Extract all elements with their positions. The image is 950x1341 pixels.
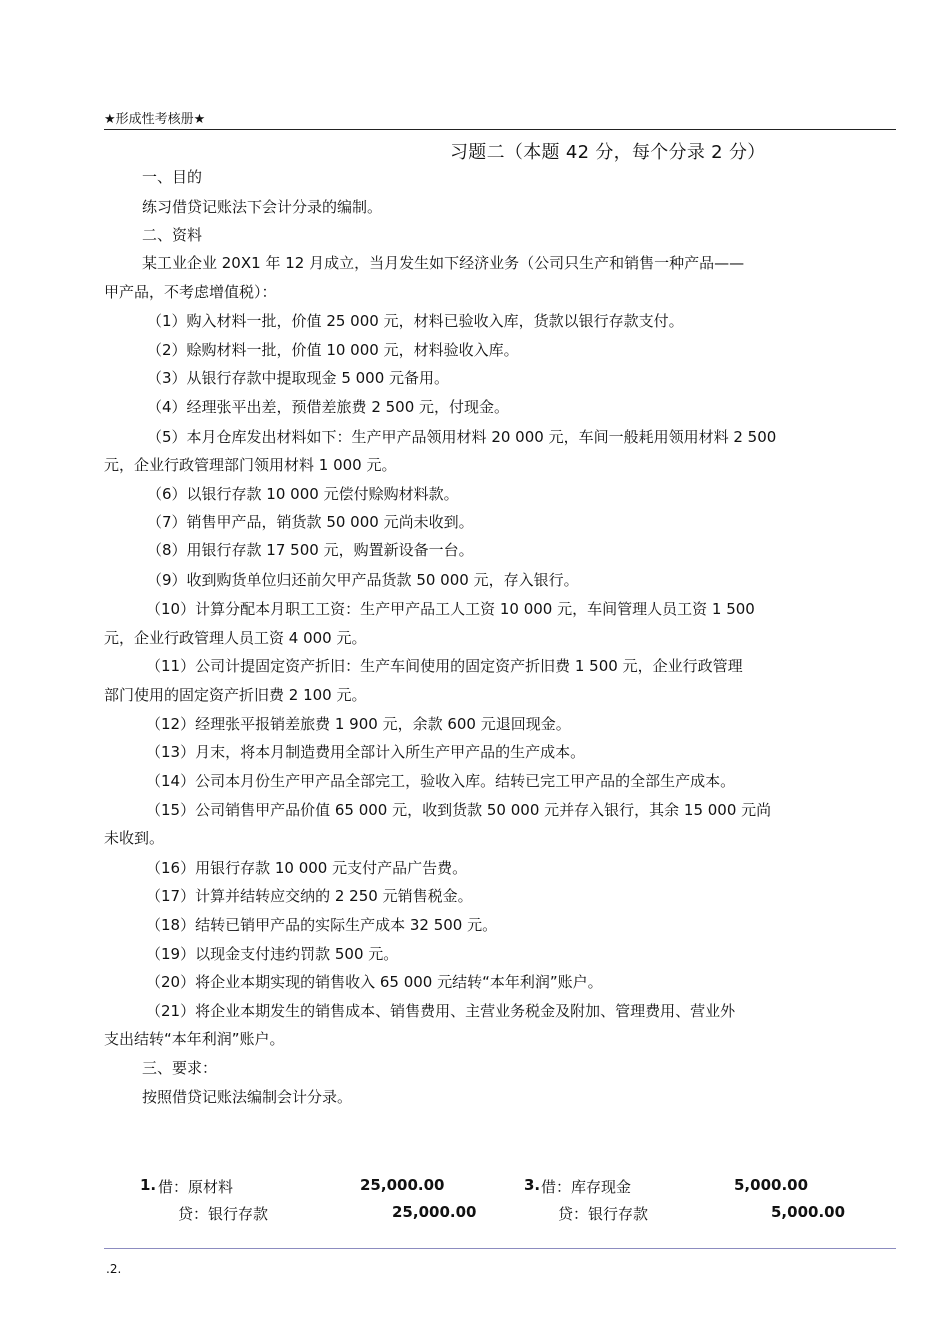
item-12: （12）经理张平报销差旅费 1 900 元，余款 600 元退回现金。 xyxy=(146,715,571,733)
item-17: （17）计算并结转应交纳的 2 250 元销售税金。 xyxy=(146,887,473,905)
purpose-text: 练习借贷记账法下会计分录的编制。 xyxy=(142,198,383,216)
item-2: （2）赊购材料一批，价值 10 000 元，材料验收入库。 xyxy=(147,341,519,359)
entry-1-number: 1. xyxy=(140,1176,157,1194)
item-13: （13）月末，将本月制造费用全部计入所生产甲产品的生产成本。 xyxy=(146,743,586,761)
item-15-line-1: （15）公司销售甲产品价值 65 000 元，收到货款 50 000 元并存入银行，其余 15 000 元尚 xyxy=(146,801,772,819)
item-11-line-1: （11）公司计提固定资产折旧：生产车间使用的固定资产折旧费 1 500 元，企业行政管理 xyxy=(146,657,743,675)
item-5-line-1: （5）本月仓库发出材料如下：生产甲产品领用材料 20 000 元，车间一般耗用领用材料 2 500 xyxy=(147,428,777,446)
item-6: （6）以银行存款 10 000 元偿付赊购材料款。 xyxy=(147,485,459,503)
entry-3-debit-amount: 5,000.00 xyxy=(734,1176,809,1194)
item-5-line-2: 元，企业行政管理部门领用材料 1 000 元。 xyxy=(104,456,397,474)
intro-line-2: 甲产品，不考虑增值税）： xyxy=(104,283,277,301)
item-16: （16）用银行存款 10 000 元支付产品广告费。 xyxy=(146,859,468,877)
entry-3-debit-label: 借：库存现金 xyxy=(541,1178,632,1196)
exercise-title: 习题二（本题 42 分，每个分录 2 分） xyxy=(450,142,766,163)
item-10-line-2: 元，企业行政管理人员工资 4 000 元。 xyxy=(104,629,367,647)
entry-1-credit-amount: 25,000.00 xyxy=(392,1203,477,1221)
item-21-line-2: 支出结转“本年利润”账户。 xyxy=(104,1030,285,1048)
intro-line-1: 某工业企业 20X1 年 12 月成立，当月发生如下经济业务（公司只生产和销售一种产品—— xyxy=(142,254,745,272)
header-title: ★形成性考核册★ xyxy=(104,112,206,127)
item-11-line-2: 部门使用的固定资产折旧费 2 100 元。 xyxy=(104,686,367,704)
item-9: （9）收到购货单位归还前欠甲产品货款 50 000 元，存入银行。 xyxy=(147,571,579,589)
entry-3-credit-amount: 5,000.00 xyxy=(771,1203,846,1221)
item-8: （8）用银行存款 17 500 元，购置新设备一台。 xyxy=(147,541,474,559)
item-4: （4）经理张平出差，预借差旅费 2 500 元，付现金。 xyxy=(147,398,510,416)
item-20: （20）将企业本期实现的销售收入 65 000 元结转“本年利润”账户。 xyxy=(146,973,603,991)
material-heading: 二、资料 xyxy=(142,226,203,244)
entry-3-number: 3. xyxy=(524,1176,541,1194)
entry-1-debit-label: 借：原材料 xyxy=(158,1178,234,1196)
item-15-line-2: 未收到。 xyxy=(104,829,165,847)
entry-1-debit-amount: 25,000.00 xyxy=(360,1176,445,1194)
item-3: （3）从银行存款中提取现金 5 000 元备用。 xyxy=(147,369,450,387)
item-14: （14）公司本月份生产甲产品全部完工，验收入库。结转已完工甲产品的全部生产成本。 xyxy=(146,772,736,790)
entry-1-credit-label: 贷：银行存款 xyxy=(178,1205,269,1223)
item-21-line-1: （21）将企业本期发生的销售成本、销售费用、主营业务税金及附加、管理费用、营业外 xyxy=(146,1002,736,1020)
requirement-text: 按照借贷记账法编制会计分录。 xyxy=(142,1088,353,1106)
entry-3-credit-label: 贷：银行存款 xyxy=(558,1205,649,1223)
requirement-heading: 三、要求： xyxy=(142,1059,218,1077)
item-1: （1）购入材料一批，价值 25 000 元，材料已验收入库，货款以银行存款支付。 xyxy=(147,312,684,330)
footer-divider xyxy=(104,1248,896,1249)
item-7: （7）销售甲产品，销货款 50 000 元尚未收到。 xyxy=(147,513,474,531)
page-number: .2. xyxy=(106,1262,122,1276)
purpose-heading: 一、目的 xyxy=(142,168,203,186)
item-10-line-1: （10）计算分配本月职工工资：生产甲产品工人工资 10 000 元，车间管理人员工资 1 500 xyxy=(146,600,755,618)
header-divider xyxy=(104,129,896,130)
item-18: （18）结转已销甲产品的实际生产成本 32 500 元。 xyxy=(146,916,498,934)
item-19: （19）以现金支付违约罚款 500 元。 xyxy=(146,945,399,963)
